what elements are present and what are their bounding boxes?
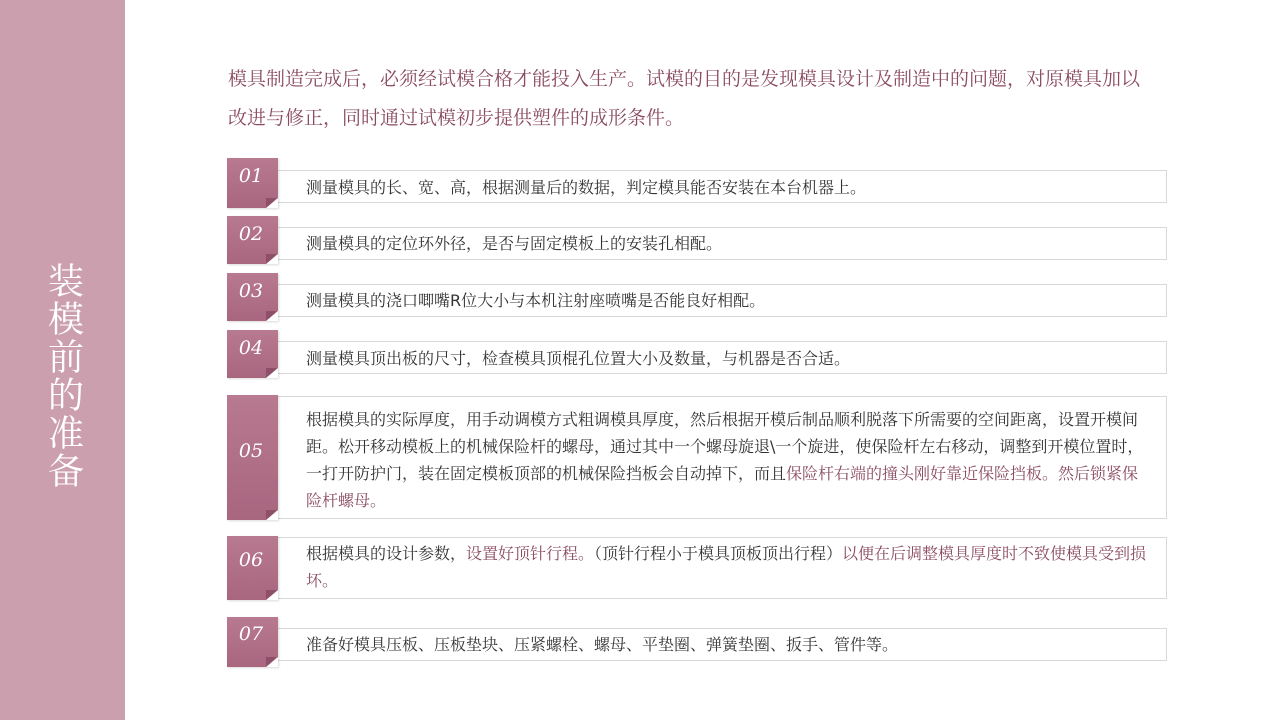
step-number: 03: [238, 280, 264, 302]
step-number: 06: [238, 549, 264, 571]
step-text-highlight: 设置好顶针行程。: [466, 544, 595, 563]
step-05: [227, 395, 1167, 520]
step-number: 05: [238, 440, 264, 462]
step-number: 07: [238, 623, 264, 645]
step-text-part: 根据模具的实际厚度，用手动调模方式粗调模具厚度，然后根据开模后制品顺利脱落下所需要的空间距离，设置开模间距。松开移动模板上的机械保险杆的螺母，通过其中一个螺母旋退\一个旋进，使保险杆左右移动，调整到开模位置时，一打开防护门，装在固定模板顶部的机械保险挡板会自动掉下，而且: [306, 410, 1144, 483]
step-number: 04: [238, 337, 264, 359]
step-06: [227, 536, 1167, 600]
sidebar-title-char: 准: [42, 414, 84, 452]
step-number: 02: [238, 223, 264, 245]
step-text: 测量模具顶出板的尺寸，检查模具顶棍孔位置大小及数量，与机器是否合适。: [306, 349, 851, 368]
step-text: 测量模具的长、宽、高，根据测量后的数据，判定模具能否安装在本台机器上。: [306, 178, 867, 197]
step-text: [306, 406, 1147, 514]
step-07: [227, 617, 1167, 667]
step-text-part: 根据模具的设计参数，: [306, 544, 467, 563]
step-text: 准备好模具压板、压板垫块、压紧螺栓、螺母、平垫圈、弹簧垫圈、扳手、管件等。: [306, 635, 899, 654]
step-text: 测量模具的定位环外径，是否与固定模板上的安装孔相配。: [306, 234, 723, 253]
sidebar-title-char: 装: [42, 262, 84, 300]
sidebar-title-char: 的: [42, 376, 84, 414]
step-text: [306, 540, 1147, 594]
step-text: 测量模具的浇口唧嘴R位大小与本机注射座喷嘴是否能良好相配。: [306, 291, 766, 310]
step-text-part: （顶针行程小于模具顶板顶出行程）: [594, 544, 843, 563]
sidebar-title: [0, 236, 125, 516]
sidebar: [0, 0, 125, 720]
step-01: [227, 158, 1167, 208]
sidebar-title-char: 模: [42, 300, 84, 338]
step-04: [227, 330, 1167, 378]
step-03: [227, 273, 1167, 321]
intro-paragraph: 模具制造完成后，必须经试模合格才能投入生产。试模的目的是发现模具设计及制造中的问题，对原模具加以改进与修正，同时通过试模初步提供塑件的成形条件。: [228, 68, 1141, 129]
step-text-highlight: 以便在后调整模具厚度时不致使模具受到损坏。: [306, 544, 1147, 590]
step-number: 01: [238, 165, 264, 187]
step-text-highlight: 保险杆右端的撞头刚好靠近保险挡板。然后锁紧保险杆螺母。: [306, 464, 1139, 510]
sidebar-title-char: 备: [42, 452, 84, 490]
step-02: [227, 216, 1167, 264]
sidebar-title-char: 前: [42, 338, 84, 376]
